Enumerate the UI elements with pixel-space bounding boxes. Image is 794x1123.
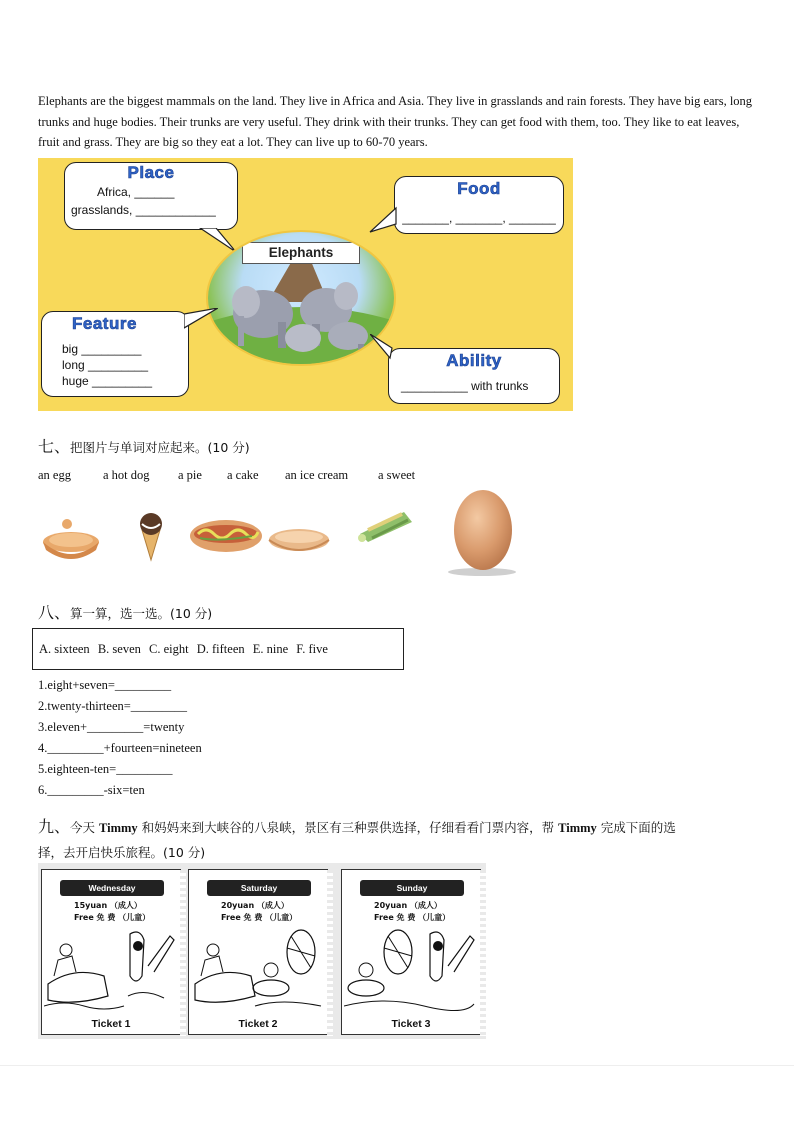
section-8-title: 算一算，选一选。(10 分)	[70, 606, 213, 621]
answer-options-box	[32, 628, 404, 670]
elephant-mind-map	[38, 158, 573, 411]
food-bubble-pointer	[368, 204, 398, 234]
equation-4: 4._________+fourteen=nineteen	[38, 741, 202, 755]
timmy-name-1: Timmy	[99, 821, 138, 835]
ticket-2-adult-price: 20yuan （成人）	[221, 901, 289, 910]
ticket-1-illustration	[44, 926, 178, 1012]
reading-passage: Elephants are the biggest mammals on the land. They live in Africa and Asia. They live in grasslands and rain forests. They have big ears, long trunks and huge bodies. Their trunks are very useful. They drink with their trunks. They can get food with them, too. They like to eat leaves, fruit and grass. They are big so they eat a lot. They can live up to 60-70 years.	[38, 94, 753, 149]
ticket-3-name: Ticket 3	[391, 1018, 431, 1030]
section-9-text-c: 完成下面的选	[596, 820, 676, 835]
ticket-3-illustration	[344, 926, 478, 1012]
ability-title: Ability	[446, 351, 502, 370]
section-9-line-2: 择，去开启快乐旅程。(10 分)	[38, 845, 206, 860]
ticket-2-name: Ticket 2	[238, 1018, 278, 1030]
place-bubble	[64, 162, 238, 230]
equation-1: 1.eight+seven=_________	[38, 678, 172, 692]
egg-picture	[426, 488, 522, 578]
ticket-1-child-price: Free 免 费 （儿童）	[74, 913, 151, 922]
word-a-hot-dog: a hot dog	[103, 468, 150, 482]
equation-3: 3.eleven+_________=twenty	[38, 720, 185, 734]
section-8-number: 八、	[38, 603, 71, 622]
section-7-title: 把图片与单词对应起来。(10 分)	[70, 440, 250, 455]
ticket-card-2	[188, 869, 328, 1035]
ticket-3-child-price: Free 免 费 （儿童）	[374, 913, 451, 922]
word-a-pie: a pie	[178, 468, 202, 482]
word-a-cake: a cake	[227, 468, 259, 482]
option-d: D. fifteen	[196, 642, 245, 656]
ticket-2-child-price: Free 免 费 （儿童）	[221, 913, 298, 922]
feature-line-1: big _________	[62, 342, 142, 356]
ticket-1-adult-price: 15yuan （成人）	[74, 901, 142, 910]
section-7-heading	[38, 434, 250, 457]
ticket-2-day: Saturday	[207, 880, 311, 896]
feature-line-2: long _________	[62, 358, 149, 372]
option-e: E. nine	[252, 642, 289, 656]
feature-line-3: huge _________	[62, 374, 153, 388]
sweet-picture	[354, 506, 416, 546]
ability-bubble	[388, 348, 560, 404]
ability-bubble-pointer	[370, 334, 394, 360]
section-9-text-a: 今天	[70, 820, 99, 835]
ticket-card-3	[341, 869, 481, 1035]
section-9-number: 九、	[38, 817, 71, 836]
feature-bubble-pointer	[184, 308, 218, 330]
option-a: A. sixteen	[39, 642, 90, 656]
food-line-1: _______, _______, _______	[402, 211, 556, 225]
ticket-3-perforation	[480, 870, 486, 1036]
section-9-text-b: 和妈妈来到大峡谷的八泉峡，景区有三种票供选择，仔细看看门票内容，帮	[137, 820, 559, 835]
option-c: C. eight	[149, 642, 189, 656]
place-title: Place	[127, 163, 175, 182]
ticket-2-price	[221, 900, 297, 924]
ticket-2-illustration	[191, 926, 325, 1012]
food-title: Food	[457, 179, 501, 198]
equation-2: 2.twenty-thirteen=_________	[38, 699, 188, 713]
section-9-line-1	[38, 814, 676, 837]
section-8-heading	[38, 600, 212, 623]
elephants-picture	[206, 230, 396, 366]
ticket-options	[38, 863, 486, 1039]
place-line-2: grasslands, ____________	[71, 203, 216, 217]
feature-bubble	[41, 311, 189, 397]
timmy-name-2: Timmy	[558, 821, 597, 835]
ticket-1-price	[74, 900, 150, 924]
option-f: F. five	[296, 642, 328, 656]
ticket-2-perforation	[327, 870, 333, 1036]
pie-picture-2	[266, 520, 332, 558]
pie-picture	[40, 516, 102, 562]
ticket-3-adult-price: 20yuan （成人）	[374, 901, 442, 910]
equation-6: 6._________-six=ten	[38, 783, 145, 797]
place-line-1: Africa, ______	[97, 185, 175, 199]
ticket-card-1	[41, 869, 181, 1035]
ticket-3-day: Sunday	[360, 880, 464, 896]
page-divider	[0, 1065, 794, 1066]
ticket-1-name: Ticket 1	[91, 1018, 131, 1030]
feature-title: Feature	[72, 314, 137, 333]
ice-cream-picture	[134, 510, 168, 562]
word-an-ice-cream: an ice cream	[285, 468, 349, 482]
section-7-number: 七、	[38, 437, 71, 456]
word-a-sweet: a sweet	[378, 468, 416, 482]
word-an-egg: an egg	[38, 468, 71, 482]
elephants-label: Elephants	[242, 242, 360, 264]
option-b: B. seven	[97, 642, 141, 656]
ticket-1-day: Wednesday	[60, 880, 164, 896]
equation-5: 5.eighteen-ten=_________	[38, 762, 173, 776]
ability-line-1: __________ with trunks	[401, 379, 529, 393]
ticket-1-perforation	[180, 870, 186, 1036]
hot-dog-picture	[188, 512, 264, 558]
ticket-3-price	[374, 900, 450, 924]
food-bubble	[394, 176, 564, 234]
